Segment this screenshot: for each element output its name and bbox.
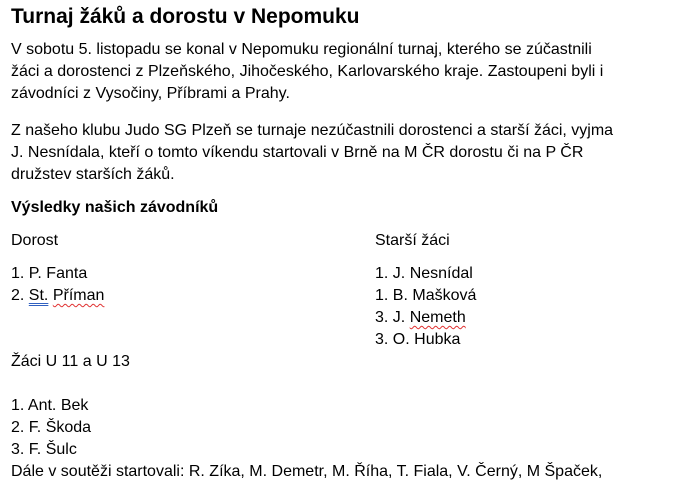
results-heading: Výsledky našich závodníků	[11, 199, 219, 216]
result-place: 2.	[11, 287, 25, 304]
intro-paragraph	[11, 39, 603, 105]
intro-line-3: závodníci z Vysočiny, Příbrami a Prahy.	[11, 85, 290, 102]
result-name: Ant. Bek	[27, 397, 89, 414]
result-place: 2.	[11, 419, 25, 436]
result-name: O. Hubka	[392, 331, 461, 348]
starsi-result-3	[375, 307, 466, 329]
result-name: F. Šulc	[28, 441, 77, 458]
club-paragraph	[11, 120, 613, 186]
intro-line-1: V sobotu 5. listopadu se konal v Nepomuku regionální turnaj, kterého se zúčastnili	[11, 41, 592, 58]
starsi-result-2	[375, 285, 476, 307]
result-name: J. Nesnídal	[392, 265, 473, 282]
club-line-3: družstev starších žáků.	[11, 166, 175, 183]
club-line-2: J. Nesnídala, kteří o tomto víkendu startovali v Brně na M ČR dorostu či na P ČR	[11, 144, 584, 161]
result-name-surname: Nemeth	[409, 309, 466, 326]
result-place: 1.	[11, 265, 25, 282]
result-name: B. Mašková	[392, 287, 477, 304]
result-place: 3.	[11, 441, 25, 458]
club-line-1: Z našeho klubu Judo SG Plzeň se turnaje nezúčastnili dorostenci a starší žáci, vyjma	[11, 122, 614, 139]
dorost-heading: Dorost	[11, 232, 59, 249]
dorost-result-1	[11, 263, 87, 285]
zaci-heading: Žáci U 11 a U 13	[11, 353, 130, 370]
starsi-heading: Starší žáci	[375, 232, 450, 249]
result-name-initial: St.	[28, 287, 49, 304]
result-place: 1.	[11, 397, 25, 414]
article-title: Turnaj žáků a dorostu v Nepomuku	[11, 5, 360, 28]
also-started-line: Dále v soutěži startovali: R. Zíka, M. Demetr, M. Říha, T. Fiala, V. Černý, M Špaček,	[11, 463, 603, 480]
result-name-initial: J.	[392, 309, 406, 326]
zaci-result-1	[11, 395, 88, 417]
dorost-result-2	[11, 285, 104, 307]
intro-line-2: žáci a dorostenci z Plzeňského, Jihočeského, Karlovarského kraje. Zastoupeni byli i	[11, 63, 604, 80]
zaci-result-3	[11, 439, 77, 461]
zaci-result-2	[11, 417, 91, 439]
result-place: 3.	[375, 331, 389, 348]
result-name: P. Fanta	[28, 265, 88, 282]
starsi-result-4	[375, 329, 460, 351]
result-place: 1.	[375, 265, 389, 282]
result-place: 3.	[375, 309, 389, 326]
starsi-result-1	[375, 263, 473, 285]
result-name: F. Škoda	[28, 419, 92, 436]
result-name-surname: Příman	[52, 287, 105, 304]
result-place: 1.	[375, 287, 389, 304]
